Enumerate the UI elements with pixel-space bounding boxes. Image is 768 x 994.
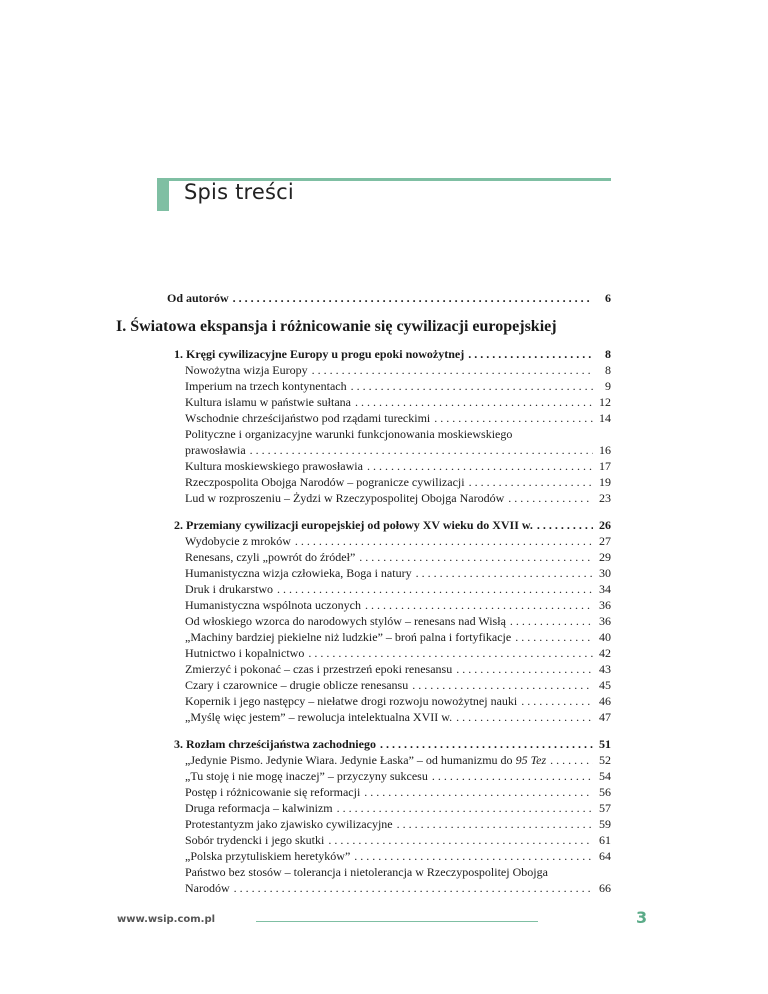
toc-entry[interactable]	[185, 490, 611, 506]
toc-entry-page: 30	[599, 566, 611, 580]
toc-entry-title: Renesans, czyli „powrót do źródeł”	[185, 550, 356, 564]
toc-entry[interactable]	[185, 816, 611, 832]
toc-entry-title: Lud w rozproszeniu – Żydzi w Rzeczypospolitej Obojga Narodów	[185, 491, 505, 505]
toc-entry-page: 43	[599, 662, 611, 676]
toc-entry-title: Kultura moskiewskiego prawosławia	[185, 459, 363, 473]
chapter-page: 26	[599, 518, 611, 532]
toc-entry-title: Hutnictwo i kopalnictwo	[185, 646, 305, 660]
dot-leader	[468, 346, 593, 362]
toc-entry[interactable]	[185, 410, 611, 426]
dot-leader	[412, 677, 593, 693]
toc-entry-title: Imperium na trzech kontynentach	[185, 379, 347, 393]
toc-entry[interactable]	[185, 848, 611, 864]
toc-entry-title-line2: Narodów	[185, 881, 230, 895]
dot-leader	[234, 880, 593, 896]
toc-entry-title: Druk i drukarstwo	[185, 582, 273, 596]
toc-entry-title: Od autorów	[167, 291, 229, 305]
toc-entry-title: „Polska przytuliskiem heretyków”	[185, 849, 351, 863]
dot-leader	[510, 613, 593, 629]
toc-entry-title: Nowożytna wizja Europy	[185, 363, 308, 377]
toc-entry-page: 17	[599, 459, 611, 473]
toc-entry-page: 59	[599, 817, 611, 831]
toc-entry[interactable]	[185, 581, 611, 597]
dot-leader	[312, 362, 593, 378]
toc-entry-page: 56	[599, 785, 611, 799]
toc-entry[interactable]	[185, 629, 611, 645]
dot-leader	[432, 768, 593, 784]
toc-entry[interactable]	[185, 645, 611, 661]
dot-leader	[537, 517, 593, 533]
dot-leader	[456, 709, 593, 725]
toc-entry-title: „Machiny bardziej piekielne niż ludzkie” – broń palna i fortyfikacje	[185, 630, 512, 644]
dot-leader	[434, 410, 593, 426]
chapter-heading[interactable]	[174, 346, 611, 362]
toc-entry[interactable]	[185, 378, 611, 394]
toc-entry-page: 23	[599, 491, 611, 505]
toc-entry[interactable]	[185, 394, 611, 410]
dot-leader	[250, 442, 593, 458]
toc-entry-title: Rzeczpospolita Obojga Narodów – pogranicze cywilizacji	[185, 475, 465, 489]
chapter-title: 2. Przemiany cywilizacji europejskiej od połowy XV wieku do XVII w.	[174, 518, 533, 532]
toc-entry-title: „Myślę więc jestem” – rewolucja intelektualna XVII w.	[185, 710, 453, 724]
toc-entry-page: 12	[599, 395, 611, 409]
toc-entry-intro[interactable]	[167, 290, 611, 306]
toc-entry-title-line2: prawosławia	[185, 443, 246, 457]
toc-entry[interactable]	[185, 565, 611, 581]
toc-entry-page: 19	[599, 475, 611, 489]
dot-leader	[233, 290, 593, 306]
toc-entry-page: 40	[599, 630, 611, 644]
dot-leader	[364, 784, 593, 800]
toc-entry[interactable]	[185, 880, 611, 896]
toc-entry-title: Od włoskiego wzorca do narodowych stylów – renesans nad Wisłą	[185, 614, 506, 628]
dot-leader	[365, 597, 593, 613]
toc-entry[interactable]	[185, 533, 611, 549]
dot-leader	[380, 736, 593, 752]
toc-entry-title: Protestantyzm jako zjawisko cywilizacyjne	[185, 817, 393, 831]
toc-entry[interactable]	[185, 474, 611, 490]
toc-entry-title: Humanistyczna wizja człowieka, Boga i natury	[185, 566, 412, 580]
dot-leader	[469, 474, 593, 490]
dot-leader	[456, 661, 593, 677]
chapter-page: 51	[599, 737, 611, 751]
toc-entry-title	[185, 752, 546, 768]
toc-entry-title: Kopernik i jego następcy – niełatwe drogi rozwoju nowożytnej nauki	[185, 694, 518, 708]
toc-entry[interactable]	[185, 784, 611, 800]
toc-entry-title-text: „Jedynie Pismo. Jedynie Wiara. Jedynie Łaska” – od humanizmu do	[185, 753, 513, 767]
dot-leader	[277, 581, 593, 597]
toc-entry-page: 14	[599, 411, 611, 425]
toc-entry-title: Humanistyczna wspólnota uczonych	[185, 598, 361, 612]
dot-leader	[308, 645, 593, 661]
title-accent-block	[157, 180, 169, 211]
toc-entry[interactable]	[185, 800, 611, 816]
chapter-title: 3. Rozłam chrześcijaństwa zachodniego	[174, 737, 376, 751]
toc-entry-page: 54	[599, 769, 611, 783]
part-heading: I. Światowa ekspansja i różnicowanie się cywilizacji europejskiej	[116, 318, 557, 335]
toc-entry-title-italic: 95 Tez	[515, 753, 547, 767]
toc-entry-title: Druga reformacja – kalwinizm	[185, 801, 333, 815]
toc-entry-title: Wydobycie z mroków	[185, 534, 291, 548]
dot-leader	[359, 549, 593, 565]
chapter-title: 1. Kręgi cywilizacyjne Europy u progu epoki nowożytnej	[174, 347, 465, 361]
toc-entry-title: Sobór trydencki i jego skutki	[185, 833, 325, 847]
dot-leader	[550, 752, 593, 768]
dot-leader	[351, 378, 593, 394]
toc-entry-page: 46	[599, 694, 611, 708]
toc-entry-page: 61	[599, 833, 611, 847]
toc-entry-page: 64	[599, 849, 611, 863]
dot-leader	[416, 565, 593, 581]
toc-entry[interactable]	[185, 442, 611, 458]
dot-leader	[354, 848, 593, 864]
dot-leader	[328, 832, 593, 848]
toc-entry-title: Czary i czarownice – drugie oblicze renesansu	[185, 678, 409, 692]
toc-entry-title: Zmierzyć i pokonać – czas i przestrzeń epoki renesansu	[185, 662, 453, 676]
toc-entry-page: 29	[599, 550, 611, 564]
toc-entry[interactable]	[185, 613, 611, 629]
toc-entry[interactable]	[185, 549, 611, 565]
toc-entry-page: 6	[605, 291, 611, 305]
dot-leader	[337, 800, 593, 816]
page-title: Spis treści	[184, 180, 294, 204]
chapter-heading[interactable]	[174, 517, 611, 533]
chapter-heading[interactable]	[174, 736, 611, 752]
toc-entry-page: 47	[599, 710, 611, 724]
dot-leader	[355, 394, 593, 410]
toc-entry[interactable]	[185, 597, 611, 613]
toc-entry[interactable]	[185, 832, 611, 848]
toc-entry-page: 27	[599, 534, 611, 548]
chapter-page: 8	[605, 347, 611, 361]
dot-leader	[521, 693, 593, 709]
toc-entry-title-line1[interactable]: Polityczne i organizacyjne warunki funkcjonowania moskiewskiego	[185, 427, 513, 441]
toc-entry-title: Postęp i różnicowanie się reformacji	[185, 785, 361, 799]
toc-entry-page: 66	[599, 881, 611, 895]
toc-entry-title: Kultura islamu w państwie sułtana	[185, 395, 351, 409]
toc-entry-page: 45	[599, 678, 611, 692]
footer-rule	[256, 921, 538, 922]
dot-leader	[367, 458, 593, 474]
toc-entry[interactable]	[185, 768, 611, 784]
toc-entry[interactable]	[185, 709, 611, 725]
toc-entry-page: 9	[605, 379, 611, 393]
toc-entry-page: 8	[605, 363, 611, 377]
toc-entry-page: 16	[599, 443, 611, 457]
toc-entry-page: 42	[599, 646, 611, 660]
toc-entry-title-line1[interactable]: Państwo bez stosów – tolerancja i nietolerancja w Rzeczypospolitej Obojga	[185, 865, 548, 879]
toc-entry[interactable]	[185, 661, 611, 677]
dot-leader	[397, 816, 593, 832]
toc-entry-title: Wschodnie chrześcijaństwo pod rządami tureckimi	[185, 411, 431, 425]
toc-entry-page: 57	[599, 801, 611, 815]
toc-entry-page: 36	[599, 598, 611, 612]
dot-leader	[508, 490, 593, 506]
toc-entry[interactable]	[185, 458, 611, 474]
toc-entry-page: 52	[599, 753, 611, 767]
toc-entry-page: 34	[599, 582, 611, 596]
toc-entry[interactable]	[185, 752, 611, 768]
toc-entry[interactable]	[185, 693, 611, 709]
toc-entry-page: 36	[599, 614, 611, 628]
dot-leader	[295, 533, 593, 549]
footer-url[interactable]: www.wsip.com.pl	[117, 914, 216, 925]
footer-page-number: 3	[636, 908, 648, 927]
toc-entry[interactable]	[185, 362, 611, 378]
toc-entry[interactable]	[185, 677, 611, 693]
toc-entry-title: „Tu stoję i nie mogę inaczej” – przyczyny sukcesu	[185, 769, 428, 783]
dot-leader	[515, 629, 593, 645]
